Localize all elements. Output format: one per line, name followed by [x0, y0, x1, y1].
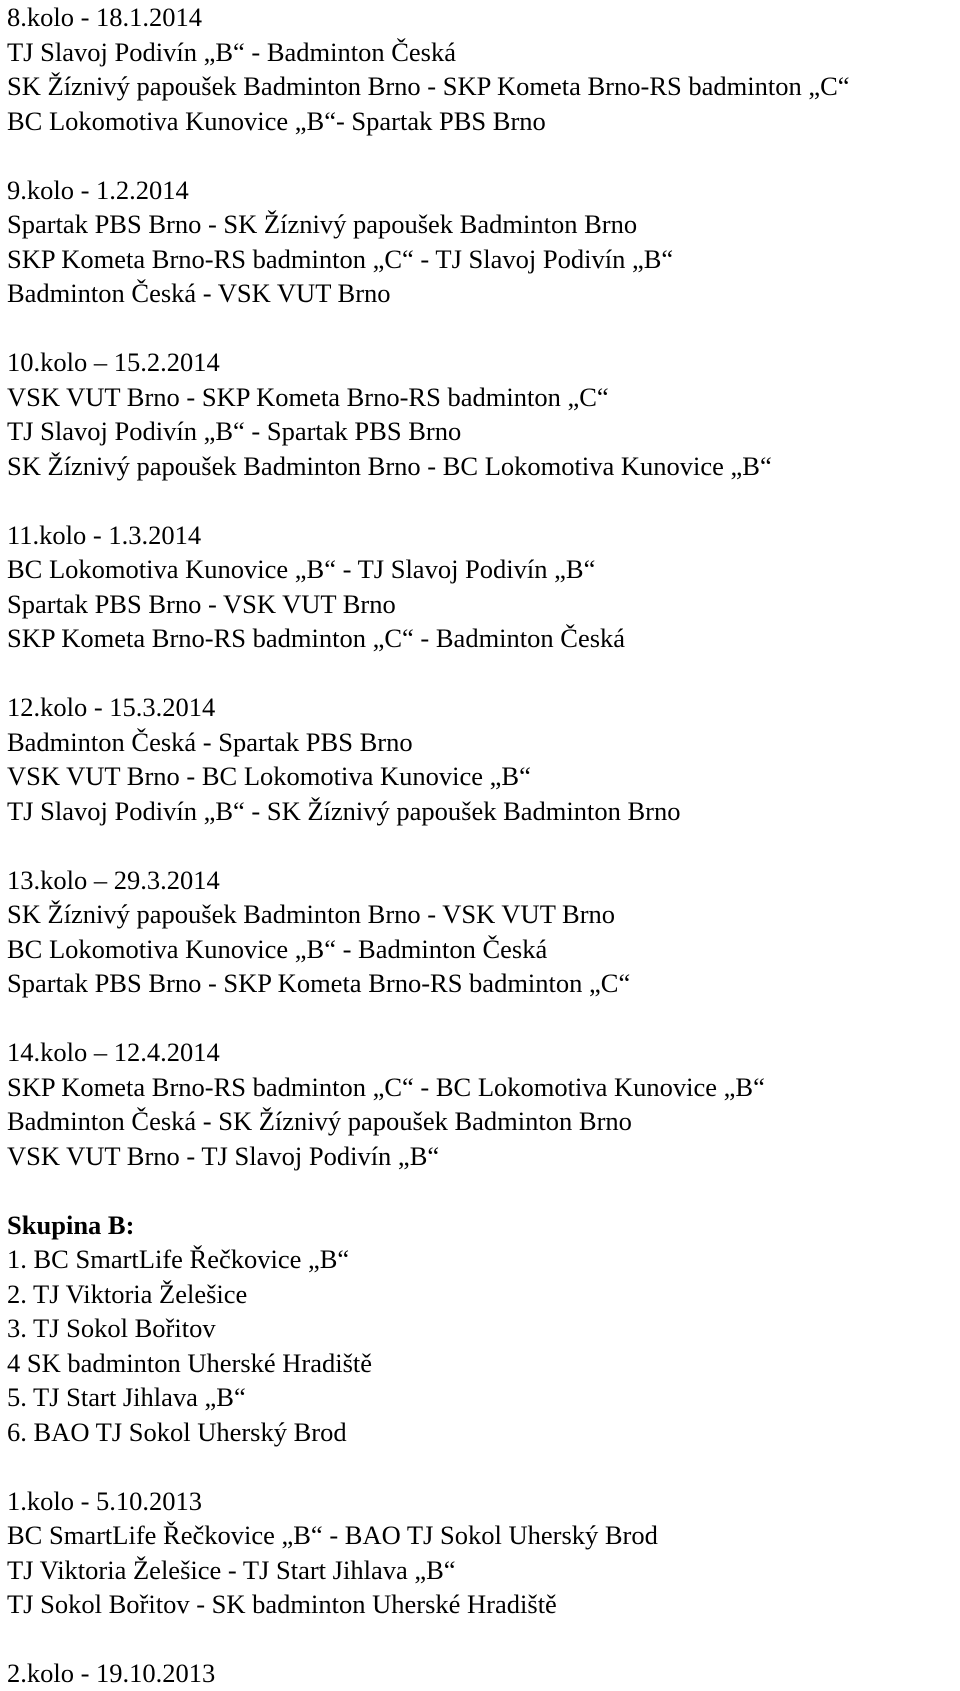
- match-line: SK Žíznivý papoušek Badminton Brno - BC Lokomotiva Kunovice „B“: [7, 450, 772, 481]
- round-heading: 10.kolo – 15.2.2014: [7, 347, 220, 377]
- round-11: [7, 518, 952, 656]
- match-line: VSK VUT Brno - BC Lokomotiva Kunovice „B“: [7, 761, 531, 791]
- round-heading: 11.kolo - 1.3.2014: [7, 519, 202, 550]
- match-line: Badminton Česká - VSK VUT Brno: [7, 278, 391, 308]
- team-item: 3. TJ Sokol Bořitov: [7, 1313, 216, 1343]
- match-line: VSK VUT Brno - TJ Slavoj Podivín „B“: [7, 1140, 440, 1171]
- match-line: BC Lokomotiva Kunovice „B“ - TJ Slavoj Podivín „B“: [7, 554, 596, 584]
- match-line: SK Žíznivý papoušek Badminton Brno - VSK VUT Brno: [7, 899, 616, 929]
- group-b-round-1: [7, 1484, 952, 1622]
- team-item: 4 SK badminton Uherské Hradiště: [7, 1347, 373, 1378]
- match-line: BC Lokomotiva Kunovice „B“- Spartak PBS Brno: [7, 105, 546, 136]
- match-line: TJ Viktoria Želešice - TJ Start Jihlava „B“: [7, 1554, 456, 1585]
- round-12: [7, 690, 952, 828]
- match-line: SKP Kometa Brno-RS badminton „C“ - TJ Slavoj Podivín „B“: [7, 243, 674, 274]
- round-9: [7, 173, 952, 311]
- match-line: Spartak PBS Brno - SKP Kometa Brno-RS badminton „C“: [7, 968, 631, 998]
- round-13: [7, 863, 952, 1001]
- group-b-round-2: [7, 1656, 952, 1691]
- match-line: Spartak PBS Brno - SK Žíznivý papoušek Badminton Brno: [7, 209, 638, 239]
- match-line: BC SmartLife Řečkovice „B“ - BAO TJ Sokol Uherský Brod: [7, 1520, 658, 1550]
- round-10: [7, 345, 952, 483]
- match-line: TJ Slavoj Podivín „B“ - SK Žíznivý papoušek Badminton Brno: [7, 795, 681, 826]
- round-heading: 2.kolo - 19.10.2013: [7, 1658, 216, 1688]
- match-line: SKP Kometa Brno-RS badminton „C“ - BC Lokomotiva Kunovice „B“: [7, 1071, 765, 1102]
- team-item: 2. TJ Viktoria Želešice: [7, 1278, 248, 1309]
- match-line: BC Lokomotiva Kunovice „B“ - Badminton Česká: [7, 933, 548, 964]
- round-heading: 9.kolo - 1.2.2014: [7, 174, 189, 205]
- round-heading: 1.kolo - 5.10.2013: [7, 1485, 203, 1516]
- group-b-team-list: [7, 1208, 952, 1450]
- match-line: VSK VUT Brno - SKP Kometa Brno-RS badminton „C“: [7, 381, 609, 412]
- team-item: 6. BAO TJ Sokol Uherský Brod: [7, 1416, 347, 1447]
- schedule-document: [7, 0, 952, 1691]
- round-heading: 14.kolo – 12.4.2014: [7, 1037, 220, 1067]
- team-item: 5. TJ Start Jihlava „B“: [7, 1382, 246, 1412]
- match-line: SKP Kometa Brno-RS badminton „C“ - Badminton Česká: [7, 623, 626, 653]
- round-heading: 12.kolo - 15.3.2014: [7, 692, 216, 722]
- match-line: Badminton Česká - SK Žíznivý papoušek Badminton Brno: [7, 1106, 632, 1136]
- match-line: TJ Slavoj Podivín „B“ - Badminton Česká: [7, 36, 456, 67]
- match-line: TJ Slavoj Podivín „B“ - Spartak PBS Brno: [7, 416, 462, 446]
- match-line: Badminton Česká - Spartak PBS Brno: [7, 726, 413, 757]
- round-heading: 13.kolo – 29.3.2014: [7, 864, 220, 895]
- round-8: [7, 0, 952, 138]
- match-line: SK Žíznivý papoušek Badminton Brno - SKP Kometa Brno-RS badminton „C“: [7, 71, 850, 101]
- round-heading: 8.kolo - 18.1.2014: [7, 2, 203, 32]
- match-line: Spartak PBS Brno - VSK VUT Brno: [7, 588, 396, 619]
- group-b-title: Skupina B:: [7, 1209, 135, 1240]
- team-item: 1. BC SmartLife Řečkovice „B“: [7, 1244, 350, 1274]
- round-14: [7, 1035, 952, 1173]
- match-line: TJ Sokol Bořitov - SK badminton Uherské Hradiště: [7, 1589, 557, 1619]
